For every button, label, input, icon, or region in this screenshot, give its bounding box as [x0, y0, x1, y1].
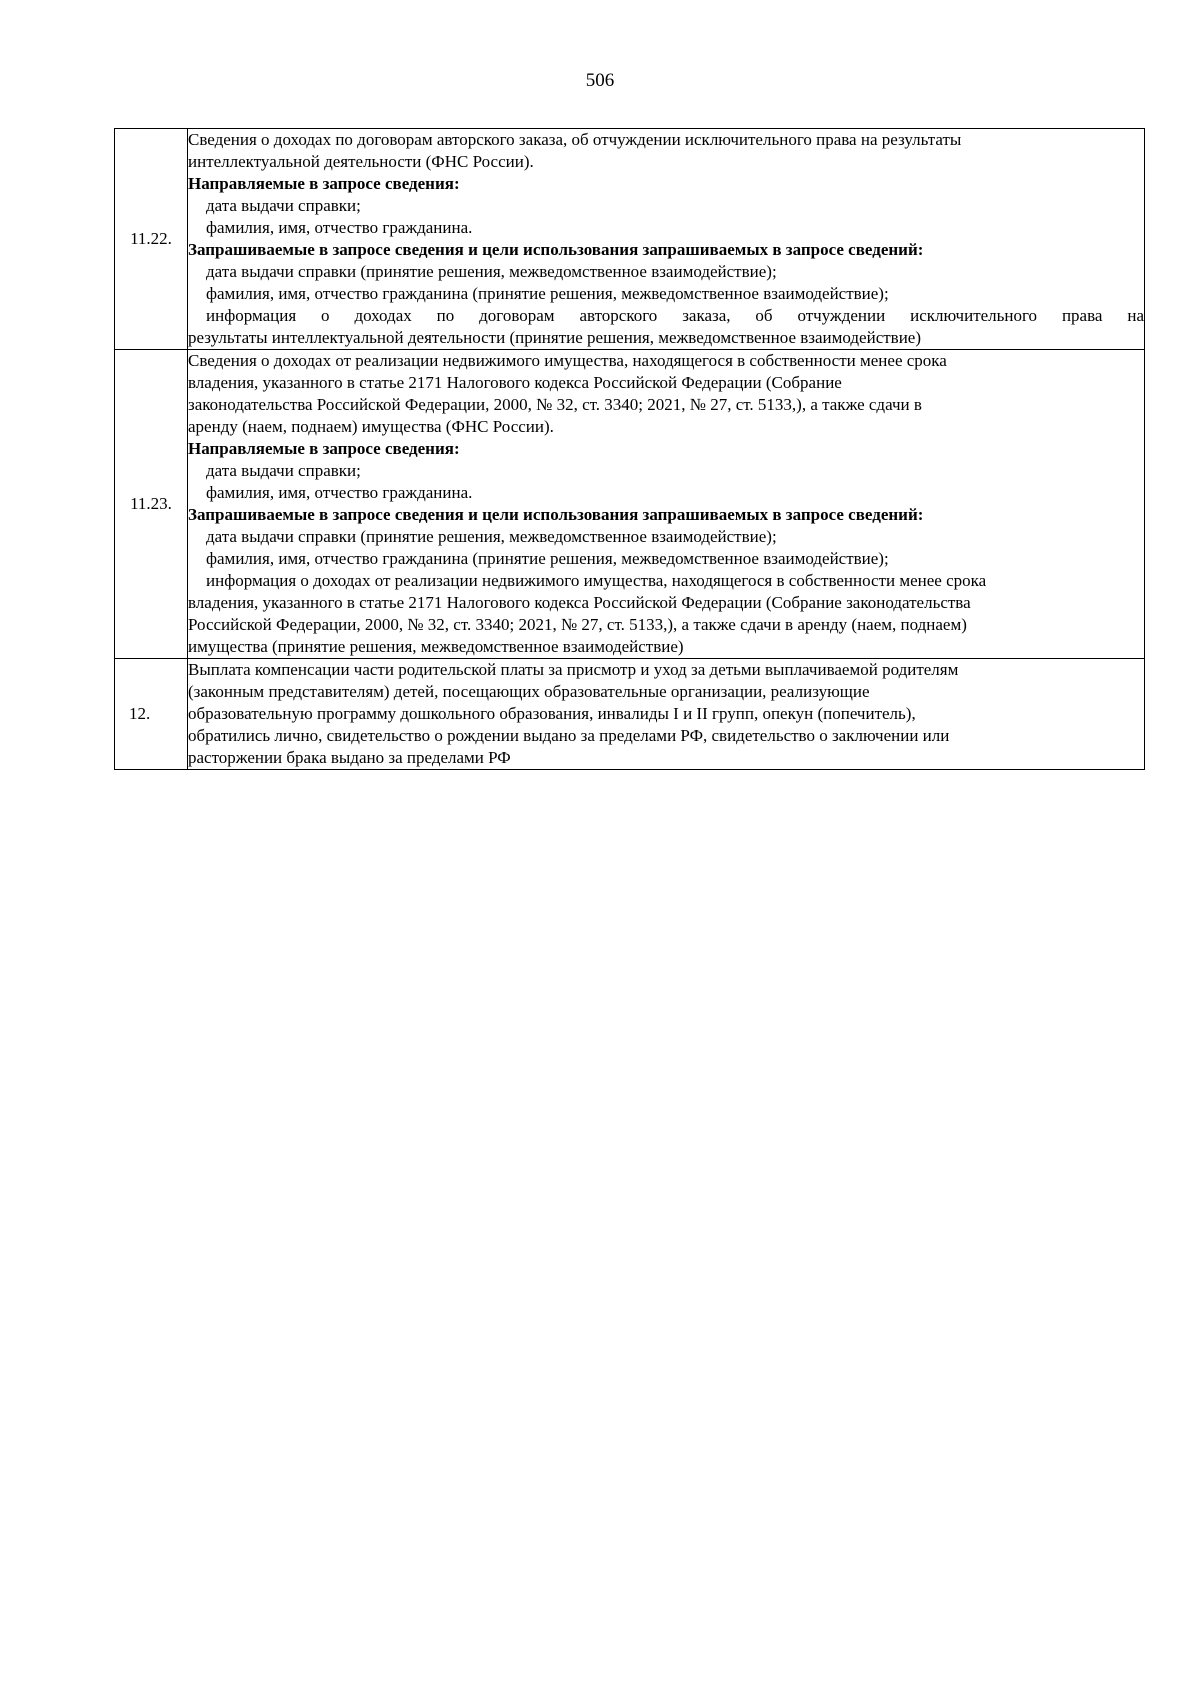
- list-item: фамилия, имя, отчество гражданина (принятие решения, межведомственное взаимодействие);: [206, 549, 889, 568]
- row-number: 11.22.: [115, 129, 188, 350]
- list-item: дата выдачи справки (принятие решения, межведомственное взаимодействие);: [206, 262, 777, 281]
- document-table: [114, 128, 1145, 770]
- list-item: фамилия, имя, отчество гражданина (принятие решения, межведомственное взаимодействие);: [206, 284, 889, 303]
- text-line: владения, указанного в статье 2171 Налогового кодекса Российской Федерации (Собрание законодательства: [188, 593, 971, 612]
- list-item: дата выдачи справки (принятие решения, межведомственное взаимодействие);: [206, 527, 777, 546]
- row-content: [188, 659, 1145, 770]
- list-item: фамилия, имя, отчество гражданина.: [206, 483, 473, 502]
- table-row: [115, 659, 1145, 770]
- text-line: владения, указанного в статье 2171 Налогового кодекса Российской Федерации (Собрание: [188, 373, 842, 392]
- row-number: 12.: [115, 659, 188, 770]
- list-item: дата выдачи справки;: [206, 461, 361, 480]
- page-number: 506: [585, 70, 615, 91]
- text-line: законодательства Российской Федерации, 2000, № 32, ст. 3340; 2021, № 27, ст. 5133,), а также сдачи в: [188, 395, 922, 414]
- list-item: информация о доходах по договорам авторского заказа, об отчуждении исключительного права на: [206, 306, 1144, 325]
- text-line: Сведения о доходах по договорам авторского заказа, об отчуждении исключительного права на результаты: [188, 130, 962, 149]
- list-item: фамилия, имя, отчество гражданина.: [206, 218, 473, 237]
- table-row: [115, 350, 1145, 659]
- row-content: [188, 350, 1145, 659]
- text-line: расторжении брака выдано за пределами РФ: [188, 748, 511, 767]
- list-item: информация о доходах от реализации недвижимого имущества, находящегося в собственности менее срока: [206, 571, 987, 590]
- section-heading: Запрашиваемые в запросе сведения и цели использования запрашиваемых в запросе сведений:: [188, 505, 924, 524]
- text-line: интеллектуальной деятельности (ФНС России).: [188, 152, 534, 171]
- row-number: 11.23.: [115, 350, 188, 659]
- row-content: [188, 129, 1145, 350]
- table-row: [115, 129, 1145, 350]
- section-heading: Запрашиваемые в запросе сведения и цели использования запрашиваемых в запросе сведений:: [188, 240, 924, 259]
- section-heading: Направляемые в запросе сведения:: [188, 439, 460, 458]
- text-line: имущества (принятие решения, межведомственное взаимодействие): [188, 637, 684, 656]
- text-line: (законным представителям) детей, посещающих образовательные организации, реализующие: [188, 682, 870, 701]
- text-line: образовательную программу дошкольного образования, инвалиды I и II групп, опекун (попечитель),: [188, 704, 916, 723]
- text-line: аренду (наем, поднаем) имущества (ФНС России).: [188, 417, 554, 436]
- text-line: Выплата компенсации части родительской платы за присмотр и уход за детьми выплачиваемой родителям: [188, 660, 959, 679]
- text-line: результаты интеллектуальной деятельности (принятие решения, межведомственное взаимодействие): [188, 328, 922, 347]
- text-line: Российской Федерации, 2000, № 32, ст. 3340; 2021, № 27, ст. 5133,), а также сдачи в аренду (наем, поднаем): [188, 615, 967, 634]
- text-line: обратились лично, свидетельство о рождении выдано за пределами РФ, свидетельство о заключении или: [188, 726, 950, 745]
- section-heading: Направляемые в запросе сведения:: [188, 174, 460, 193]
- list-item: дата выдачи справки;: [206, 196, 361, 215]
- text-line: Сведения о доходах от реализации недвижимого имущества, находящегося в собственности менее срока: [188, 351, 947, 370]
